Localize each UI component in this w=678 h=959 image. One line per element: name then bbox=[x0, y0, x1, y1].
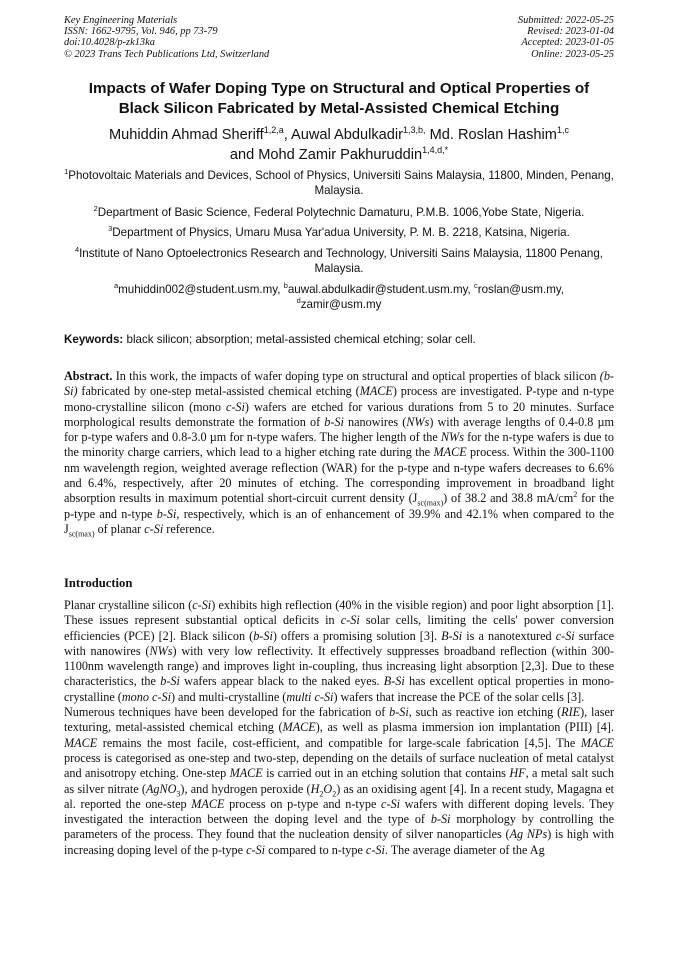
author-affiliation-marker: 1,c bbox=[556, 125, 569, 136]
title-line-2: Black Silicon Fabricated by Metal-Assisted Chemical Etching bbox=[118, 100, 560, 117]
author-list bbox=[40, 125, 638, 165]
author-line-2 bbox=[40, 145, 638, 165]
keywords bbox=[64, 332, 614, 347]
keywords-label: Keywords: bbox=[64, 333, 124, 346]
date-revised: Revised: 2023-01-04 bbox=[527, 26, 614, 38]
affiliation-1: $^1$Photovoltaic Materials and Devices, School of Physics, Universiti Sains Malaysia, 11800, Minden, Penang, Malaysia. bbox=[64, 167, 614, 198]
intro-paragraph-1: Planar crystalline silicon (c-Si) exhibits high reflection (40% in the visible region) and poor light absorption [1]. These issues represent substantial optical deficits in c-Si solar cells, limiting the cells' power conversion efficiencies (PCE) [2]. Black silicon (b-Si) offers a promising solution [3]. B-Si is a nanotextured c-Si surface with nanowires (NWs) with very low reflectivity. It effectively suppresses broadband reflection (within 300-1100nm wavelength range) and improves light in-coupling, thus increasing light absorption [2,3]. Due to these characteristics, the b-Si wafers appear black to the naked eyes. B-Si has excellent optical properties in mono-crystalline (mono c-Si) and multi-crystalline (multi c-Si) wafers that increase the PCE of the solar cells [3]. bbox=[64, 598, 614, 704]
journal-issn: ISSN: 1662-9795, Vol. 946, pp 73-79 bbox=[64, 26, 218, 38]
email-link[interactable]: zamir@usm.my bbox=[300, 298, 382, 312]
author-affiliation-marker: 1,4,d,* bbox=[422, 145, 449, 156]
author-name: Auwal Abdulkadir bbox=[291, 127, 404, 143]
journal-header-left bbox=[64, 15, 269, 60]
affiliation-2: $^2$Department of Basic Science, Federal Polytechnic Damaturu, P.M.B. 1006,Yobe State, Nigeria. bbox=[93, 204, 585, 219]
journal-doi[interactable]: doi:10.4028/p-zk13ka bbox=[64, 37, 155, 49]
journal-header-right bbox=[518, 15, 614, 60]
author-affiliation-marker: 1,2,a bbox=[263, 125, 284, 136]
author-affiliation-marker: 1,3,b, bbox=[403, 125, 426, 136]
abstract-label: Abstract. bbox=[64, 369, 113, 383]
paper-title bbox=[40, 79, 638, 119]
author-name: and Mohd Zamir Pakhuruddin bbox=[229, 147, 423, 163]
introduction-body bbox=[64, 598, 614, 858]
affiliation-3: $^3$Department of Physics, Umaru Musa Yar'adua University, P. M. B. 2218, Katsina, Nigeria. bbox=[108, 224, 570, 239]
abstract-paragraph: Abstract. In this work, the impacts of wafer doping type on structural and optical properties of black silicon (b-Si) fabricated by one-step metal-assisted chemical etching (MACE) process are investigated. P-type and n-type mono-crystalline silicon (mono c-Si) wafers are etched for various durations from 5 to 20 minutes. Surface morphological results demonstrate the formation of b-Si nanowires (NWs) with average lengths of 0.4-0.8 µm for p-type wafers and 0.8-3.0 µm for n-type wafers. The higher length of the NWs for the n-type wafers is due to the minority charge carriers, which lead to a higher etching rate during the MACE process. Within the 300-1100 nm wavelength region, weighted average reflection (WAR) for the p-type and n-type wafers decreases to 6.6% and 6.4%, respectively, after 20 minutes of etching. The corresponding improvement in broadband light absorption results in maximum potential short-circuit current density $(J_{sc(max)})$ of 38.2 and 38.8 $mA/cm^2$ for the p-type and n-type b-Si, respectively, which is an of enhancement of 39.9% and 42.1% when compared to the $J_{sc(max)}$ of planar c-Si reference. bbox=[64, 369, 615, 539]
author-line-1: Muhiddin Ahmad Sheriff$^{1,2,a}$, Auwal Abdulkadir$^{1,3,b,}$ Md. Roslan Hashim$^{1,c}$ bbox=[109, 125, 569, 143]
email-link[interactable]: auwal.abdulkadir@student.usm.my, bbox=[287, 283, 475, 296]
intro-paragraph-2: Numerous techniques have been developed for the fabrication of b-Si, such as reactive ion etching (RIE), laser texturing, metal-assisted chemical etching (MACE), as well as plasma immersion ion implantation (PIII) [4]. MACE remains the most facile, cost-efficient, and compatible for large-scale fabrication [4,5]. The MACE process is categorised as one-step and two-step, depending on the details of surface nucleation of metal catalyst and anisotropy etching. One-step MACE is carried out in an etching solution that contains HF, a metal salt such as silver nitrate (AgNO$_3$), and hydrogen peroxide $(H_2O_2)$ as an oxidising agent [4]. In a recent study, Magagna et al. reported the one-step MACE process on p-type and n-type c-Si wafers with different doping levels. They investigated the interaction between the doping level and the type of b-Si morphology by controlling the parameters of the process. They found that the nucleation density of silver nanoparticles (Ag NPs) is high with increasing doping level of the p-type c-Si compared to n-type c-Si. The average diameter of the Ag bbox=[64, 705, 615, 857]
journal-copyright: © 2023 Trans Tech Publications Ltd, Switzerland bbox=[64, 48, 270, 60]
author-emails: $^a$muhiddin002@student.usm.my, $^b$auwal.abdulkadir@student.usm.my, $^c$roslan@usm.my, $^d$zamir@usm.my bbox=[113, 281, 565, 312]
author-name: Md. Roslan Hashim bbox=[429, 127, 557, 143]
section-heading-introduction: Introduction bbox=[64, 576, 133, 590]
title-line-1: Impacts of Wafer Doping Type on Structural and Optical Properties of bbox=[88, 80, 590, 97]
date-accepted: Accepted: 2023-01-05 bbox=[521, 37, 614, 49]
journal-name: Key Engineering Materials bbox=[64, 15, 178, 26]
date-submitted: Submitted: 2022-05-25 bbox=[517, 15, 614, 26]
email-link[interactable]: muhiddin002@student.usm.my, bbox=[118, 283, 284, 296]
keywords-text: black silicon; absorption; metal-assisted chemical etching; solar cell. bbox=[123, 333, 476, 346]
author-name: Muhiddin Ahmad Sheriff bbox=[109, 127, 264, 143]
abstract bbox=[64, 369, 614, 537]
date-online: Online: 2023-05-25 bbox=[531, 48, 614, 60]
affiliation-4: $^4$Institute of Nano Optoelectronics Research and Technology, Universiti Sains Malaysia, 11800 Penang, Malaysia. bbox=[74, 245, 604, 276]
email-link[interactable]: roslan@usm.my, bbox=[477, 283, 565, 296]
